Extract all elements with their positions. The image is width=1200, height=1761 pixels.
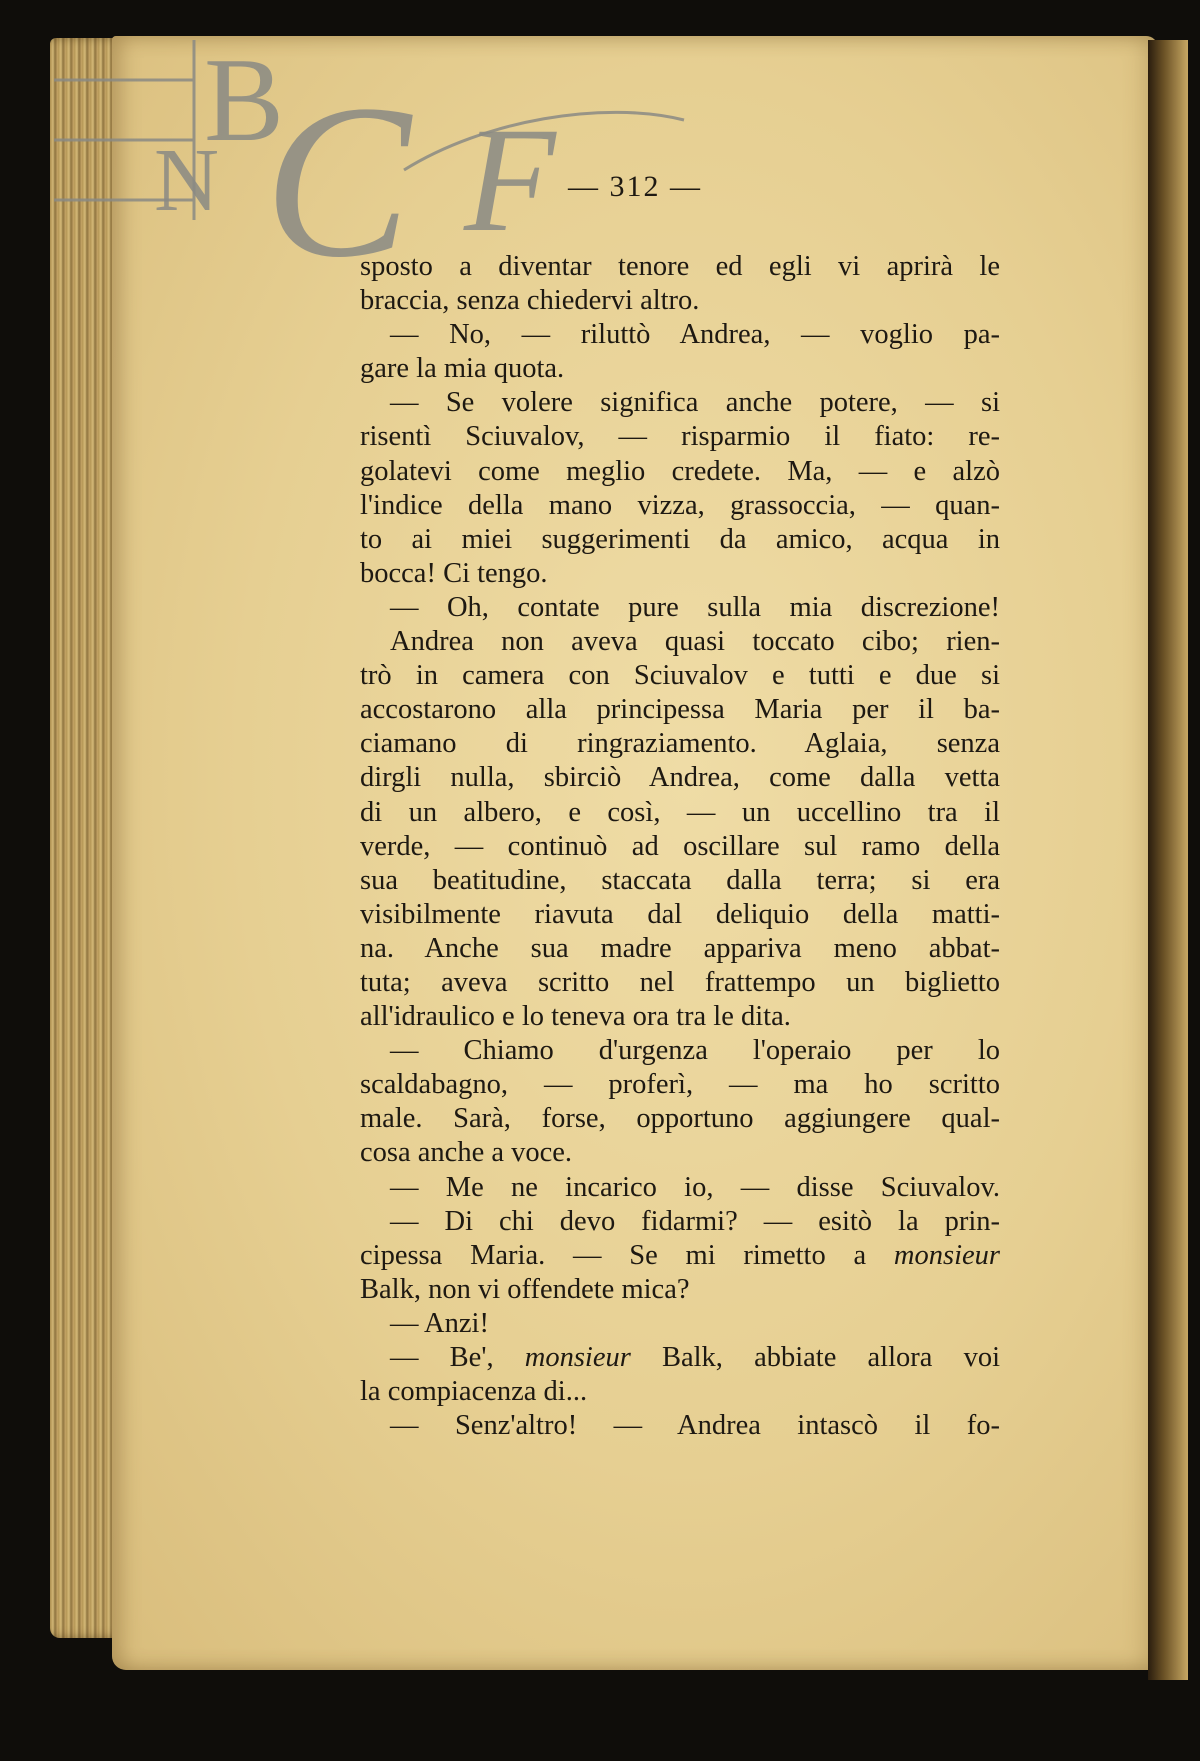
- text-line: braccia, senza chiedervi altro.: [360, 285, 700, 317]
- svg-text:B: B: [204, 33, 285, 166]
- svg-text:N: N: [154, 131, 219, 230]
- text-line: l'indice della mano vizza, grassoccia, — quan-: [360, 489, 1000, 521]
- text-line: dirgli nulla, sbirciò Andrea, come dalla vetta: [360, 762, 1000, 794]
- page-number: — 312 —: [568, 170, 702, 203]
- text-line: — Me ne incarico io, — disse Sciuvalov.: [390, 1171, 1000, 1203]
- text-line: — No, — riluttò Andrea, — voglio pa-: [390, 319, 1000, 351]
- italic-word: monsieur: [893, 1239, 1000, 1271]
- text-segment: Balk, abbiate allora voi: [630, 1342, 1000, 1373]
- text-line: — Senz'altro! — Andrea intascò il fo-: [390, 1410, 1000, 1442]
- text-line: na. Anche sua madre appariva meno abbat-: [360, 932, 1000, 964]
- text-line: sposto a diventar tenore ed egli vi aprirà le: [360, 251, 1000, 282]
- text-line: Andrea non aveva quasi toccato cibo; rien-: [390, 626, 1000, 658]
- text-line: accostarono alla principessa Maria per il ba-: [360, 694, 1000, 726]
- text-line: [360, 1239, 1000, 1273]
- text-line: cosa anche a voce.: [360, 1137, 573, 1169]
- text-line: tuta; aveva scritto nel frattempo un biglietto: [360, 966, 1000, 998]
- text-line: di un albero, e così, — un uccellino tra il: [360, 796, 1000, 828]
- body-text: [360, 250, 1000, 1443]
- text-line: golatevi come meglio credete. Ma, — e alzò: [360, 455, 1000, 487]
- text-line: scaldabagno, — proferì, — ma ho scritto: [360, 1069, 1000, 1101]
- text-line: — Anzi!: [390, 1307, 489, 1339]
- text-line: — Se volere significa anche potere, — si: [390, 387, 1000, 419]
- svg-text:C: C: [264, 59, 411, 270]
- svg-text:F: F: [464, 97, 556, 263]
- text-line: gare la mia quota.: [360, 353, 565, 385]
- text-line: all'idraulico e lo teneva ora tra le dita.: [360, 1001, 791, 1033]
- text-line: la compiacenza di...: [360, 1376, 588, 1408]
- text-line: male. Sarà, forse, opportuno aggiungere qual-: [360, 1103, 1000, 1135]
- italic-word: monsieur: [524, 1342, 631, 1373]
- book-gutter: [1148, 40, 1188, 1680]
- text-line: [360, 1341, 1000, 1375]
- text-line: to ai miei suggerimenti da amico, acqua in: [360, 523, 1000, 555]
- text-line: — Chiamo d'urgenza l'operaio per lo: [390, 1035, 1000, 1067]
- text-line: sua beatitudine, staccata dalla terra; si era: [360, 864, 1000, 896]
- text-line: trò in camera con Sciuvalov e tutti e due si: [360, 660, 1000, 692]
- text-line: Balk, non vi offendete mica?: [360, 1273, 690, 1305]
- text-segment: cipessa Maria. — Se mi rimetto a: [360, 1239, 894, 1271]
- text-line: visibilmente riavuta dal deliquio della matti-: [360, 898, 1000, 930]
- text-segment: — Be',: [390, 1342, 525, 1373]
- text-line: — Di chi devo fidarmi? — esitò la prin-: [390, 1205, 1000, 1237]
- text-line: ciamano di ringraziamento. Aglaia, senza: [360, 728, 1000, 760]
- text-line: verde, — continuò ad oscillare sul ramo della: [360, 830, 1000, 862]
- text-line: — Oh, contate pure sulla mia discrezione!: [390, 591, 1000, 623]
- text-line: bocca! Ci tengo.: [360, 557, 548, 589]
- text-line: risentì Sciuvalov, — risparmio il fiato: re-: [360, 421, 1000, 453]
